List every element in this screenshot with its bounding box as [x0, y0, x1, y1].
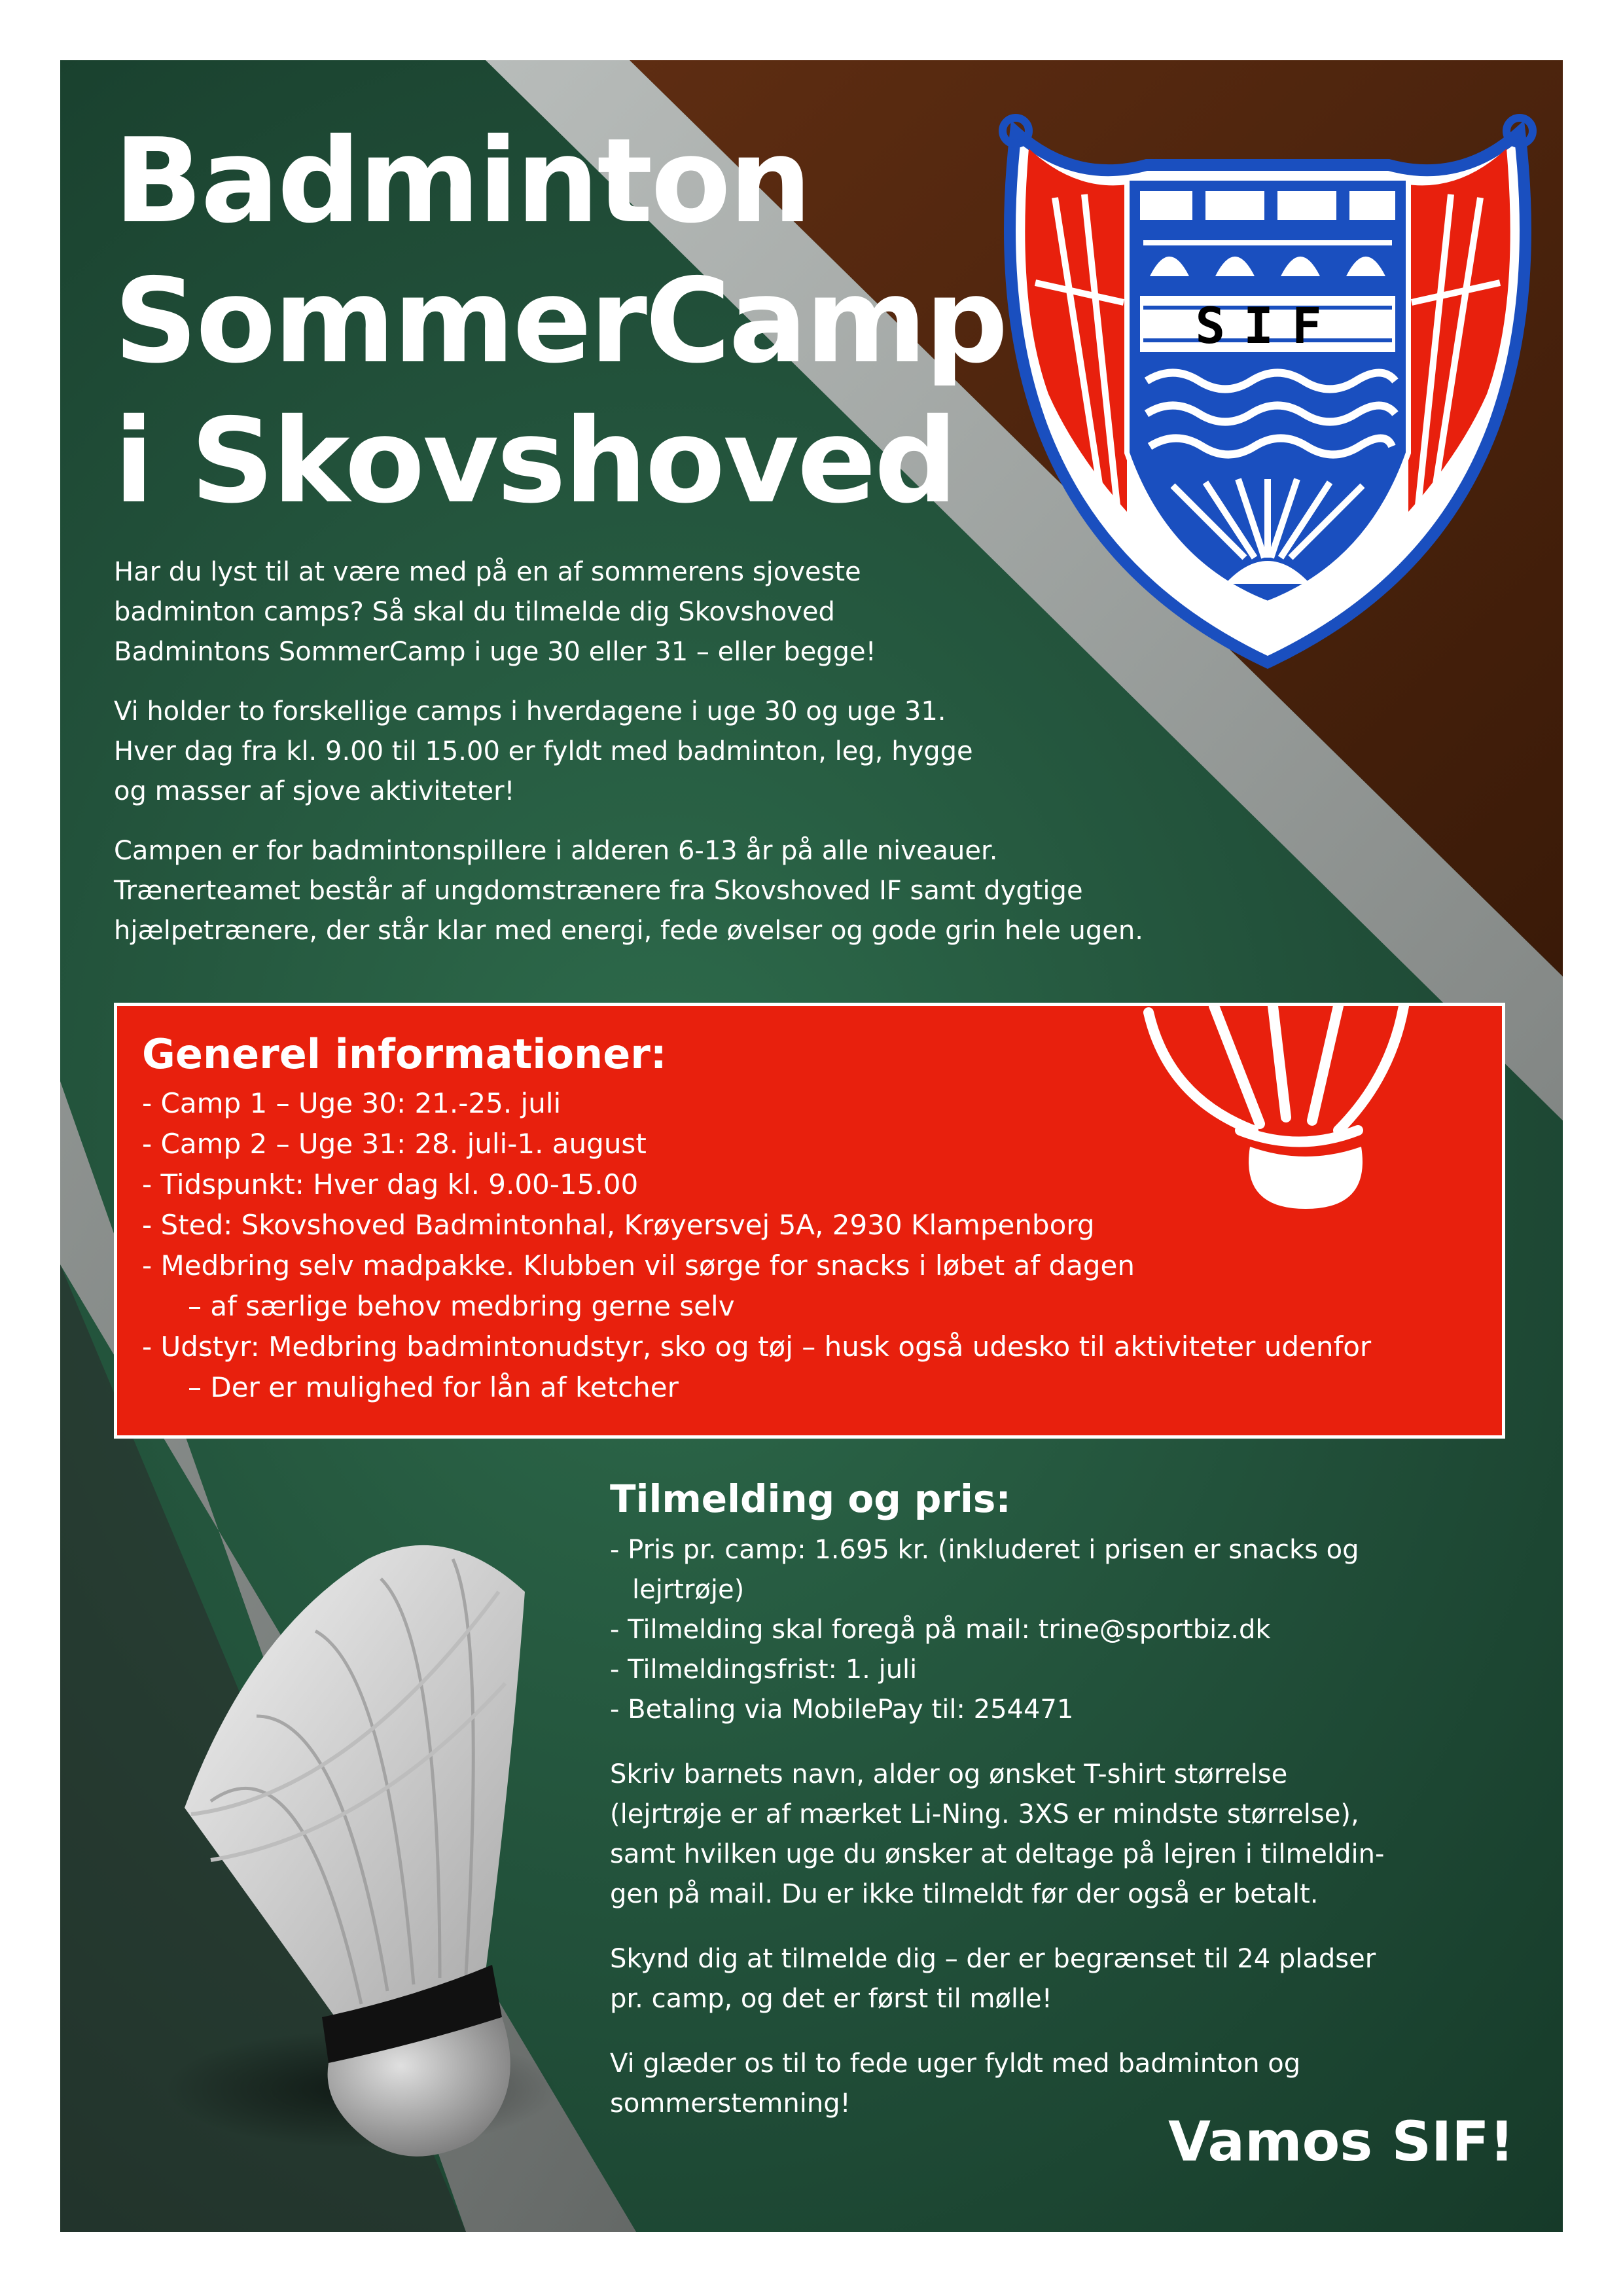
poster: [60, 60, 1563, 2232]
registration-paragraph-1: [610, 1755, 1526, 1914]
registration-line: Skriv barnets navn, alder og ønsket T-shirt størrelse: [610, 1759, 1288, 1789]
list-item-continuation-text: – Der er mulighed for lån af ketcher: [188, 1371, 679, 1403]
list-item: - Camp 2 – Uge 31: 28. juli-1. august: [142, 1128, 647, 1160]
registration-line: Skynd dig at tilmelde dig – der er begrænset til 24 pladser: [610, 1944, 1376, 1974]
general-info-heading: Generel informationer:: [142, 1030, 667, 1078]
list-item-continuation-text: – af særlige behov medbring gerne selv: [188, 1290, 735, 1322]
intro-line: og masser af sjove aktiviteter!: [114, 776, 515, 806]
list-item-continuation: [142, 1286, 1371, 1327]
list-item-continuation: [142, 1367, 1371, 1408]
list-item: - Pris pr. camp: 1.695 kr. (inkluderet i prisen er snacks og: [610, 1535, 1359, 1565]
list-item-continuation-text: lejrtrøje): [632, 1575, 745, 1605]
registration-heading: Tilmelding og pris:: [610, 1477, 1011, 1521]
intro-line: hjælpetrænere, der står klar med energi, fede øvelser og gode grin hele ugen.: [114, 916, 1143, 946]
list-item: - Udstyr: Medbring badmintonudstyr, sko og tøj – husk også udesko til aktiviteter udenfor: [142, 1331, 1372, 1363]
intro-line: Hver dag fra kl. 9.00 til 15.00 er fyldt med badminton, leg, hygge: [114, 736, 973, 766]
list-item: - Sted: Skovshoved Badmintonhal, Krøyersvej 5A, 2930 Klampenborg: [142, 1209, 1095, 1241]
intro-line: Badmintons SommerCamp i uge 30 eller 31 – eller begge!: [114, 637, 876, 667]
intro-paragraph-3: [114, 831, 1357, 951]
list-item: - Tilmelding skal foregå på mail: trine@sportbiz.dk: [610, 1615, 1271, 1645]
list-item: - Betaling via MobilePay til: 254471: [610, 1695, 1074, 1725]
poster-title: [114, 111, 1030, 531]
list-item: - Tilmeldingsfrist: 1. juli: [610, 1655, 918, 1685]
registration-paragraph-2: [610, 1939, 1526, 2019]
crest-letters: SIF: [1195, 296, 1340, 355]
intro-paragraph-2: [114, 692, 1357, 812]
general-info-box: [114, 1003, 1505, 1439]
registration-line: Vi glæder os til to fede uger fyldt med badminton og: [610, 2049, 1301, 2079]
registration-line: gen på mail. Du er ikke tilmeldt før der også er betalt.: [610, 1879, 1319, 1909]
registration-list: [610, 1530, 1526, 1730]
list-item-continuation: [610, 1570, 1526, 1610]
intro-line: Trænerteamet består af ungdomstrænere fra Skovshoved IF samt dygtige: [114, 876, 1083, 906]
intro-line: Vi holder to forskellige camps i hverdagene i uge 30 og uge 31.: [114, 696, 946, 726]
list-item: - Tidspunkt: Hver dag kl. 9.00-15.00: [142, 1168, 639, 1200]
list-item: - Medbring selv madpakke. Klubben vil sørge for snacks i løbet af dagen: [142, 1249, 1135, 1282]
list-item: - Camp 1 – Uge 30: 21.-25. juli: [142, 1087, 562, 1119]
intro-line: Har du lyst til at være med på en af sommerens sjoveste: [114, 557, 861, 587]
intro-line: Campen er for badmintonspillere i alderen 6-13 år på alle niveauer.: [114, 836, 998, 866]
registration-line: pr. camp, og det er først til mølle!: [610, 1984, 1052, 2014]
title-line-2: SommerCamp: [114, 253, 1007, 389]
shuttlecock-image: [171, 1520, 616, 2174]
signoff-text: Vamos SIF!: [1168, 2109, 1514, 2174]
title-line-1: Badminton: [114, 113, 810, 249]
registration-line: (lejrtrøje er af mærket Li-Ning. 3XS er mindste størrelse),: [610, 1799, 1359, 1829]
intro-line: badminton camps? Så skal du tilmelde dig Skovshoved: [114, 597, 835, 627]
sif-club-crest-logo: [976, 86, 1559, 702]
title-line-3: i Skovshoved: [114, 393, 956, 529]
registration-line: samt hvilken uge du ønsker at deltage på lejren i tilmeldin-: [610, 1839, 1385, 1869]
registration-line: sommerstemning!: [610, 2089, 851, 2119]
general-info-list: [142, 1083, 1371, 1408]
registration-section: [610, 1474, 1526, 2124]
